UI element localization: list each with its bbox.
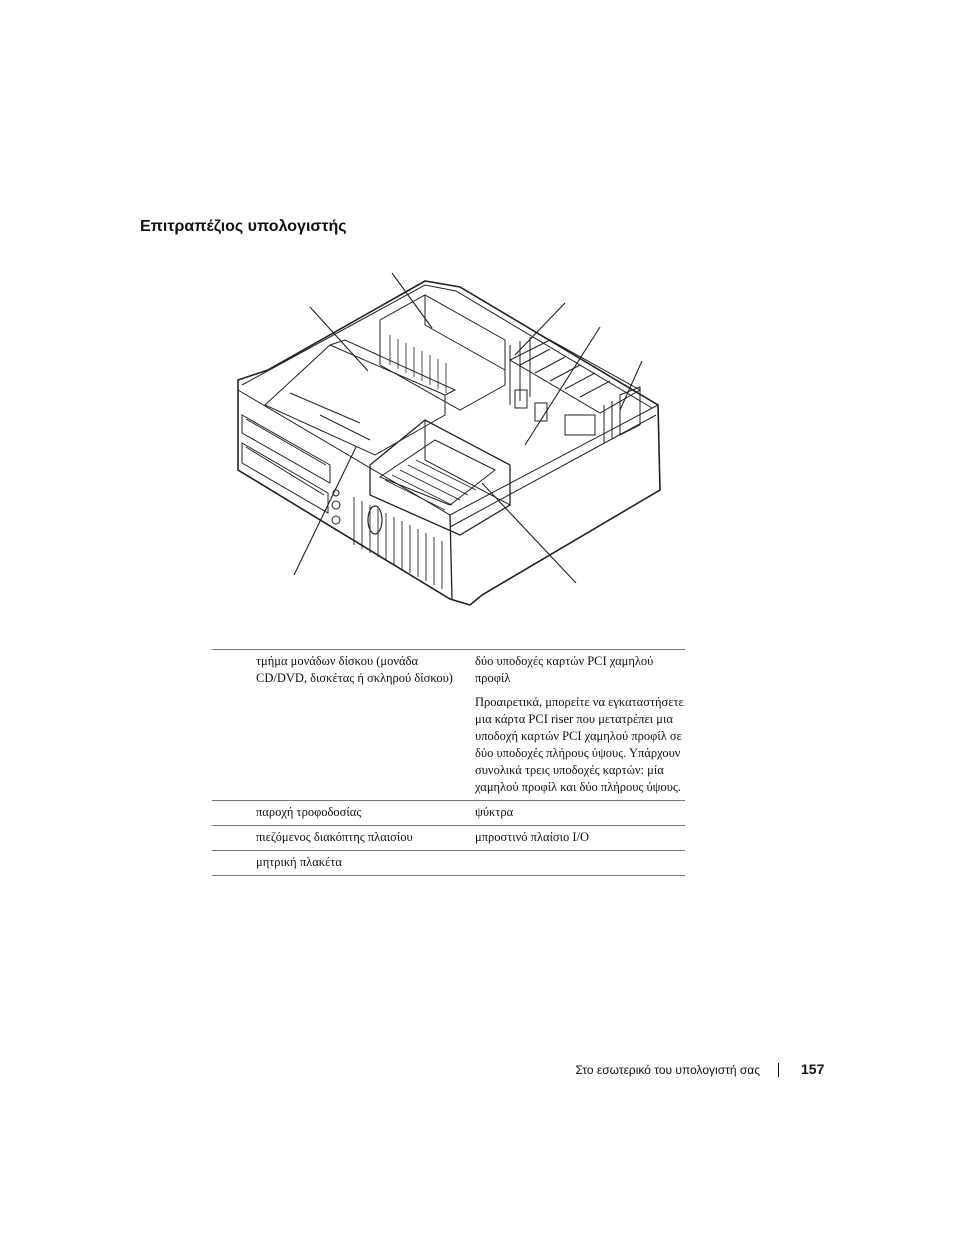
section-title: Επιτραπέζιος υπολογιστής [140,218,347,235]
table-row [212,851,685,876]
part-label: μητρική πλακέτα [256,851,475,876]
page-footer [0,1060,954,1082]
footer-divider [778,1063,779,1077]
part-description [475,650,685,801]
table-row [212,801,685,826]
part-label-right [475,851,685,876]
desktop-computer-diagram-icon [220,265,670,615]
part-label: τμήμα μονάδων δίσκου (μονάδα CD/DVD, δισκέτας ή σκληρού δίσκου) [256,650,475,801]
part-label: παροχή τροφοδοσίας [256,801,475,826]
table-row [212,826,685,851]
parts-legend-table [212,649,685,876]
part-note: Προαιρετικά, μπορείτε να εγκαταστήσετε μια κάρτα PCI riser που μετατρέπει μια υποδοχή καρτών PCI χαμηλού προφίλ σε δύο υποδοχές πλήρους ύψους. Υπάρχουν συνολικά τρεις υποδοχές καρτών: μία χαμηλού προφίλ και δύο πλήρους ύψους. [475,695,684,794]
part-label: πιεζόμενος διακόπτης πλαισίου [256,826,475,851]
table-row [212,650,685,801]
footer-chapter-title: Στο εσωτερικό του υπολογιστή σας [575,1063,760,1077]
part-label-right: δύο υποδοχές καρτών PCI χαμηλού προφίλ [475,654,654,685]
computer-interior-figure [220,265,670,615]
page-number: 157 [801,1061,825,1077]
part-label-right: μπροστινό πλαίσιο I/O [475,826,685,851]
part-label-right: ψύκτρα [475,801,685,826]
